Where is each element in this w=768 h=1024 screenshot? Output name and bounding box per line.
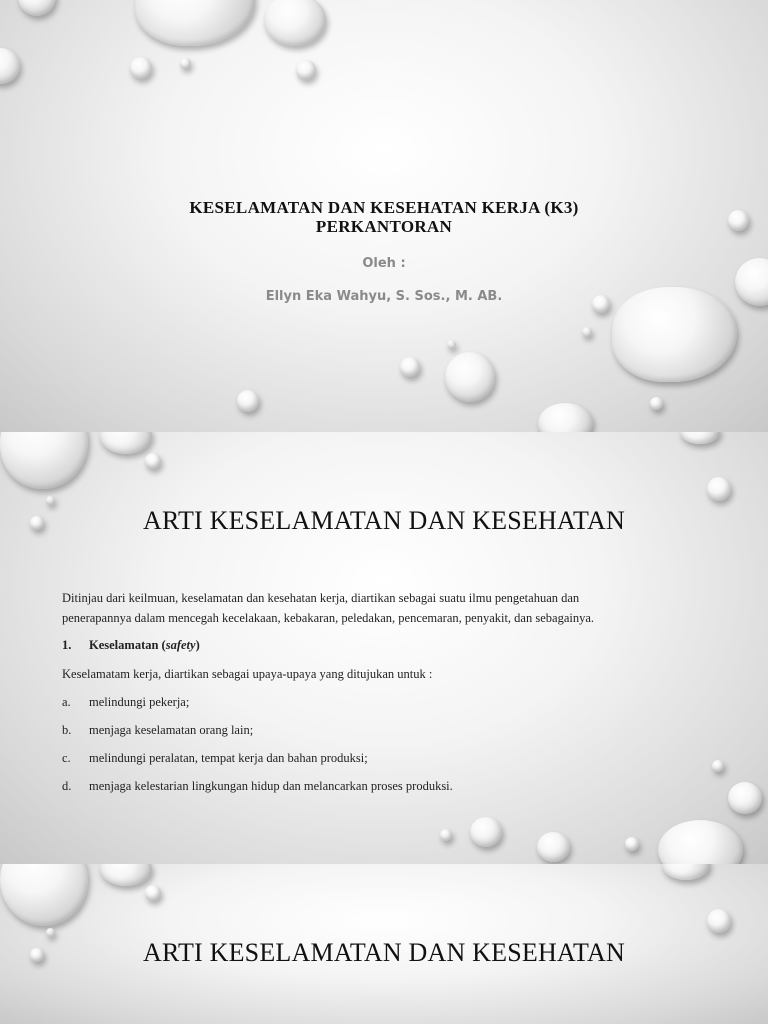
- list-item: c. melindungi peralatan, tempat kerja dan bahan produksi;: [62, 751, 368, 765]
- list-item: b. menjaga keselamatan orang lain;: [62, 723, 254, 737]
- definition-paragraph: Ditinjau dari keilmuan, keselamatan dan kesehatan kerja, diartikan sebagai suatu ilmu pengetahuan dan penerapannya dalam mencegah kecelakaan, kebakaran, peledakan, pencemaran, penyakit, dan sebagainya.: [62, 591, 595, 625]
- water-drop: [145, 453, 161, 469]
- water-drop: [135, 0, 255, 46]
- byline-label: Oleh :: [362, 256, 406, 271]
- presentation-title: KESELAMATAN DAN KESEHATAN KERJA (K3) PERKANTORAN: [189, 198, 579, 236]
- water-drop: [440, 829, 452, 841]
- water-drop: [445, 352, 495, 402]
- title-slide: [0, 0, 768, 432]
- water-drop: [470, 817, 502, 847]
- water-drop: [447, 340, 456, 349]
- slide-heading: ARTI KESELAMATAN DAN KESEHATAN: [143, 506, 625, 535]
- author-name: Ellyn Eka Wahyu, S. Sos., M. AB.: [265, 289, 503, 304]
- water-drop: [237, 390, 259, 412]
- water-drop: [658, 820, 743, 864]
- water-drop: [130, 57, 152, 79]
- section-heading: 1. Keselamatan (safety): [62, 638, 200, 652]
- section-intro: Keselamatam kerja, diartikan sebagai upaya-upaya yang ditujukan untuk :: [62, 667, 433, 681]
- water-drop: [707, 477, 731, 501]
- water-drop: [100, 864, 152, 886]
- water-drop: [538, 403, 593, 432]
- list-item: d. menjaga kelestarian lingkungan hidup dan melancarkan proses produksi.: [62, 779, 453, 793]
- water-drop: [180, 58, 191, 69]
- water-drop: [0, 432, 88, 489]
- water-drop: [0, 864, 88, 926]
- water-drop: [728, 782, 762, 814]
- water-drop: [100, 432, 152, 454]
- water-drop: [680, 432, 720, 444]
- content-slide: [0, 864, 768, 1024]
- content-slide: [0, 432, 768, 864]
- water-drop: [46, 928, 55, 937]
- water-drop: [537, 832, 570, 862]
- slide-heading: ARTI KESELAMATAN DAN KESEHATAN: [143, 938, 625, 967]
- water-drop: [296, 60, 316, 80]
- water-drop: [264, 0, 326, 46]
- water-drop: [582, 327, 592, 337]
- water-drop: [707, 909, 731, 933]
- safety-goals-list: [62, 692, 453, 804]
- water-drop: [0, 48, 20, 84]
- water-drop: [400, 357, 420, 377]
- water-drop: [18, 0, 56, 16]
- water-drop: [712, 760, 724, 772]
- water-drop: [650, 397, 663, 410]
- water-drop: [46, 496, 55, 505]
- water-drop: [662, 864, 710, 880]
- water-drop: [145, 885, 161, 901]
- water-drop: [625, 837, 639, 851]
- list-item: a. melindungi pekerja;: [62, 695, 190, 709]
